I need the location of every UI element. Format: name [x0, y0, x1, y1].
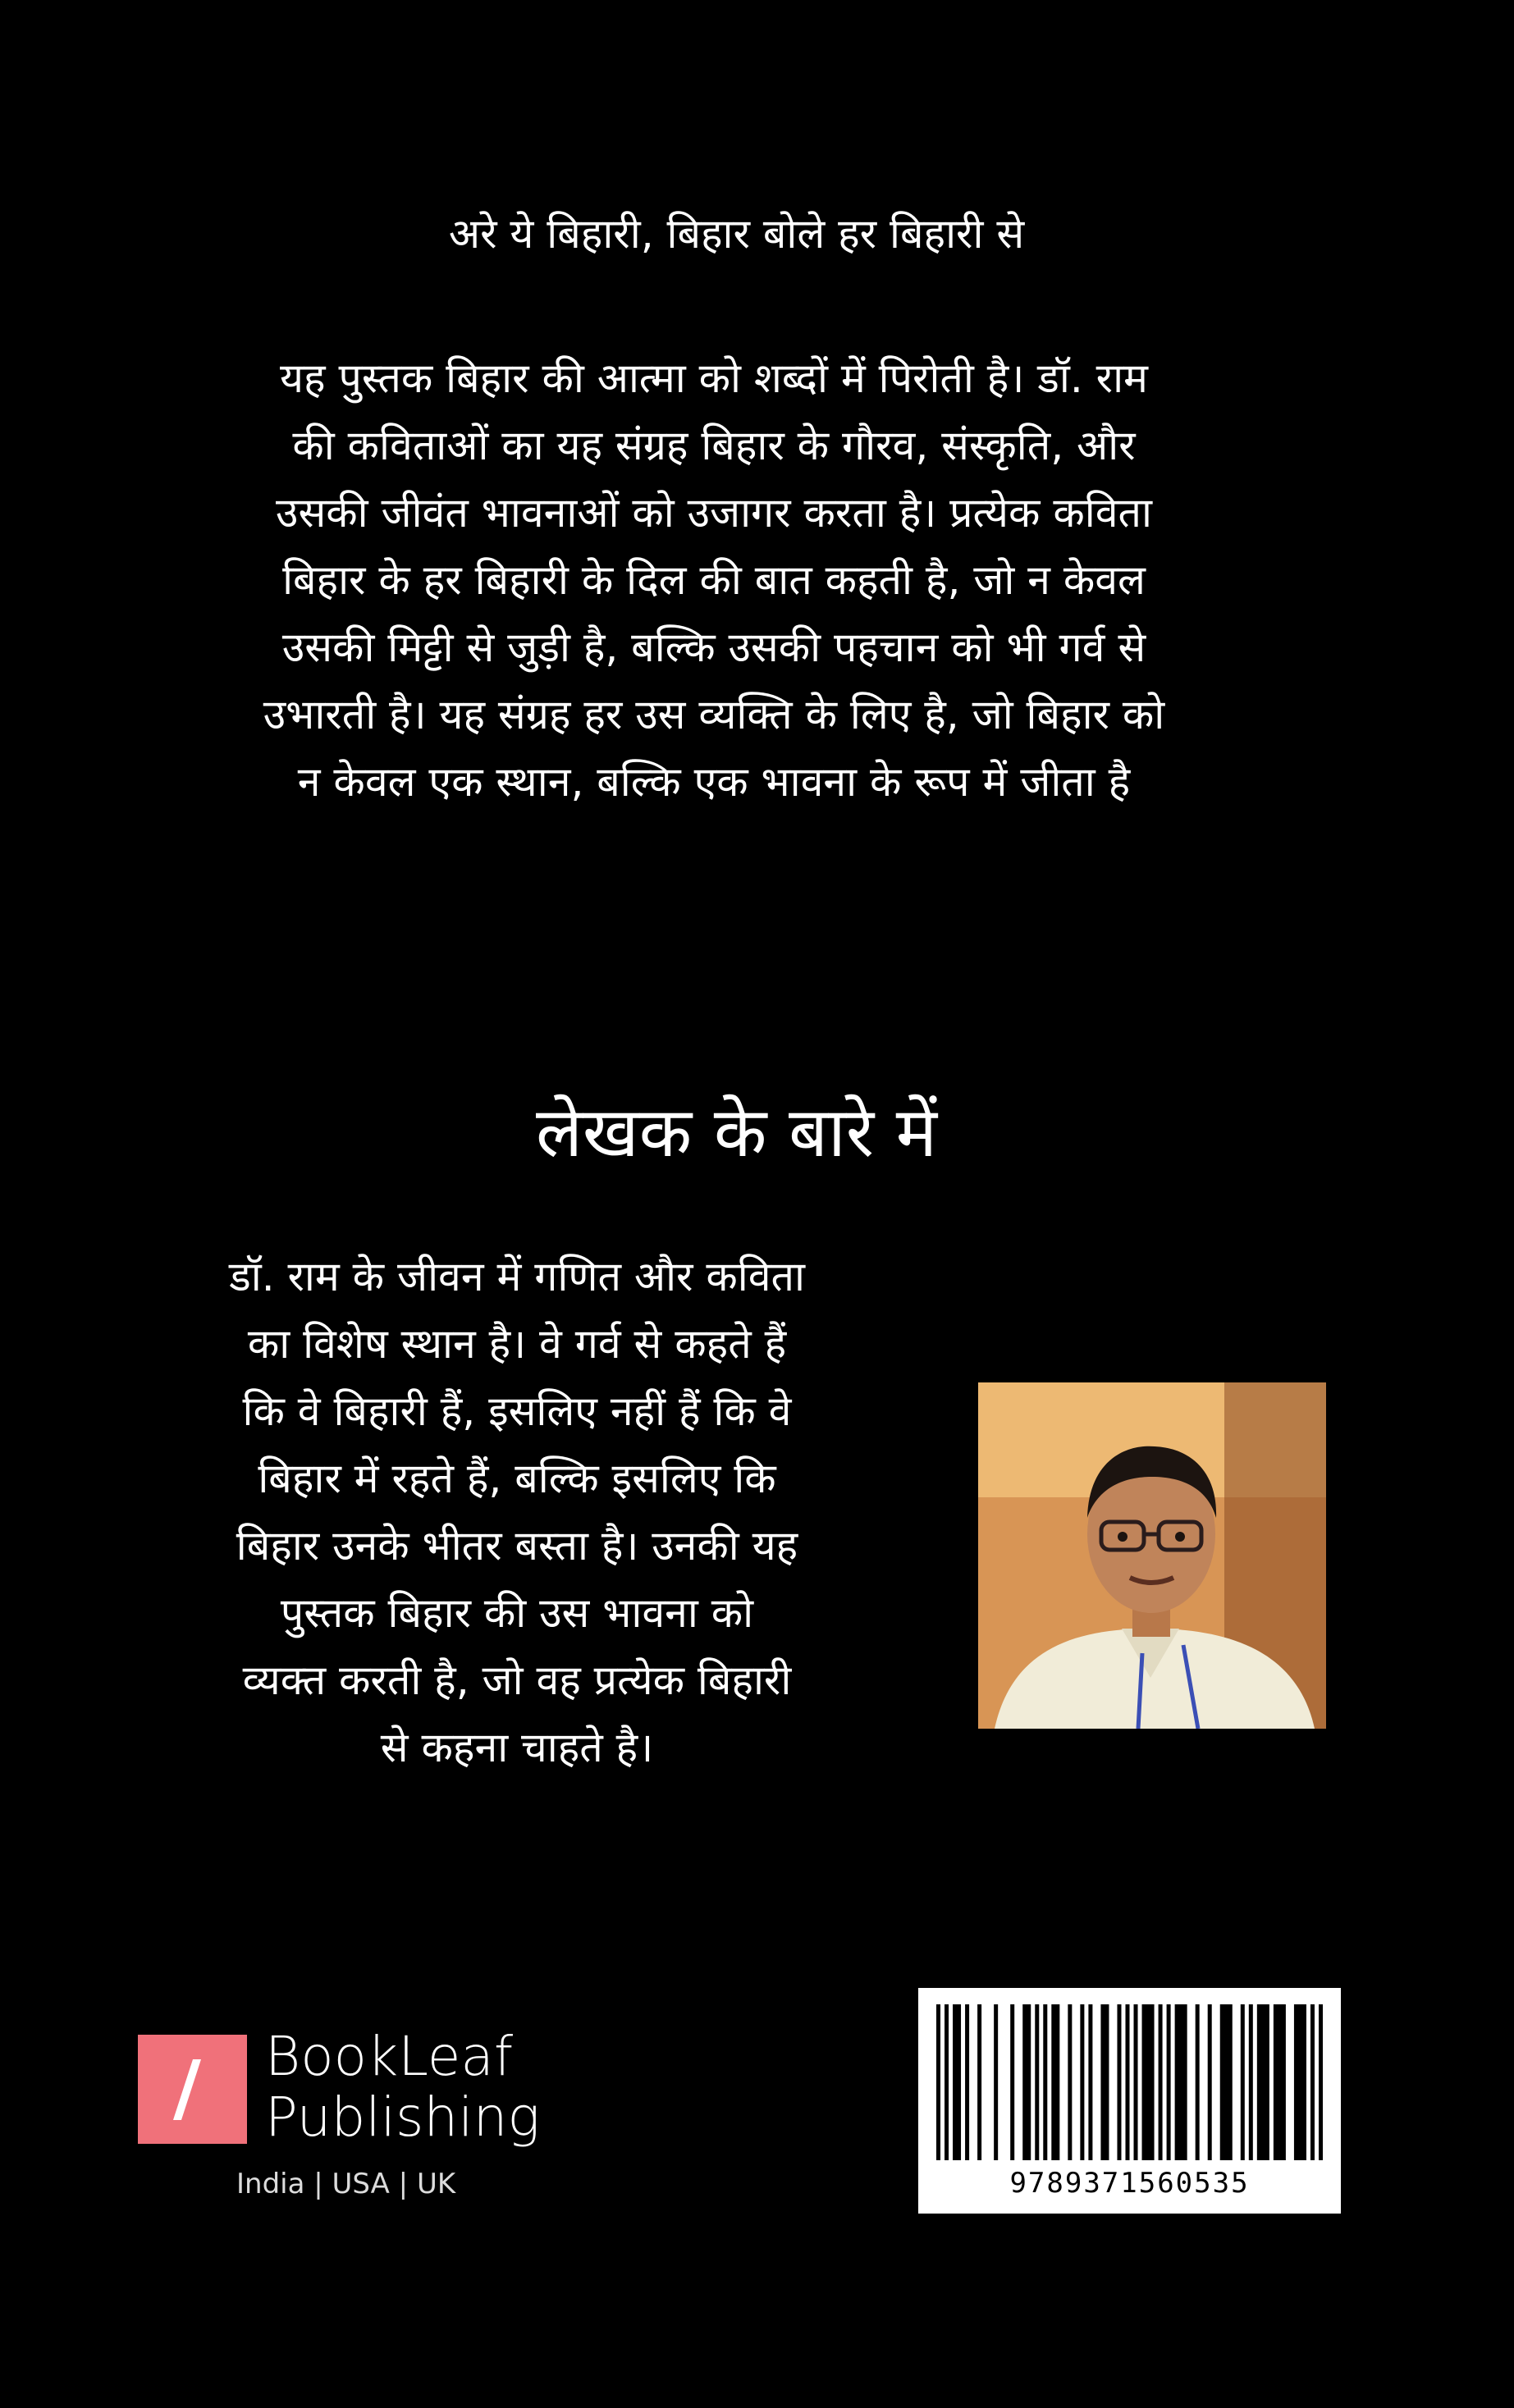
blurb-line: उभारती है। यह संग्रह हर उस व्यक्ति के लिए है, जो बिहार को	[263, 691, 1165, 738]
about-line: पुस्तक बिहार की उस भावना को	[280, 1589, 754, 1637]
barcode-bar	[1167, 2004, 1171, 2160]
barcode-bar	[1134, 2004, 1138, 2160]
publisher-logo	[138, 2025, 548, 2158]
blurb-line: बिहार के हर बिहारी के दिल की बात कहती है, जो न केवल	[282, 556, 1146, 604]
blurb-line: की कविताओं का यह संग्रह बिहार के गौरव, संस्कृति, और	[292, 422, 1136, 469]
publisher-name	[265, 2026, 540, 2148]
publisher-name-line: BookLeaf	[265, 2025, 514, 2088]
barcode-bars	[936, 2004, 1323, 2160]
blurb-line: न केवल एक स्थान, बल्कि एक भावना के रूप में जीता है	[297, 758, 1131, 806]
barcode-bar	[1159, 2004, 1163, 2160]
barcode-bar	[1319, 2004, 1323, 2160]
about-line: व्यक्त करती है, जो वह प्रत्येक बिहारी	[242, 1656, 792, 1704]
blurb-line: उसकी मिट्टी से जुड़ी है, बल्कि उसकी पहचान को भी गर्व से	[281, 624, 1146, 671]
isbn-barcode	[918, 1988, 1341, 2214]
barcode-bar	[977, 2004, 981, 2160]
barcode-bar	[1310, 2004, 1315, 2160]
barcode-bar	[1196, 2004, 1200, 2160]
barcode-bar	[936, 2004, 940, 2160]
barcode-bar	[1051, 2004, 1059, 2160]
barcode-bar	[1117, 2004, 1121, 2160]
tagline: अरे ये बिहारी, बिहार बोले हर बिहारी से	[448, 210, 1025, 258]
author-portrait-illustration	[978, 1382, 1326, 1729]
about-author-text	[148, 1243, 886, 1781]
author-photo	[978, 1382, 1326, 1729]
about-line: कि वे बिहारी हैं, इसलिए नहीं हैं कि वे	[242, 1387, 792, 1435]
barcode-bar	[1080, 2004, 1084, 2160]
publisher-name-line: Publishing	[265, 2086, 541, 2149]
blurb-line: उसकी जीवंत भावनाओं को उजागर करता है। प्रत्येक कविता	[276, 489, 1152, 537]
slash-logo-icon	[138, 2035, 247, 2144]
barcode-bar	[1274, 2004, 1286, 2160]
barcode-bar	[994, 2004, 998, 2160]
barcode-bar	[1022, 2004, 1031, 2160]
isbn-number: 9789371560535	[1009, 2167, 1250, 2200]
barcode-bar	[965, 2004, 969, 2160]
publisher-regions: India | USA | UK	[236, 2168, 456, 2200]
barcode-bar	[1208, 2004, 1212, 2160]
blurb-line: यह पुस्तक बिहार की आत्मा को शब्दों में पिरोती है। डॉ. राम	[280, 354, 1148, 402]
barcode-bar	[1068, 2004, 1072, 2160]
barcode-bar	[1220, 2004, 1233, 2160]
barcode-bar	[1241, 2004, 1245, 2160]
barcode-bar	[1035, 2004, 1039, 2160]
barcode-bar	[1010, 2004, 1014, 2160]
about-line: बिहार उनके भीतर बस्ता है। उनकी यह	[236, 1522, 798, 1570]
barcode-bar	[1294, 2004, 1306, 2160]
about-line: डॉ. राम के जीवन में गणित और कविता	[229, 1253, 805, 1300]
barcode-bar	[945, 2004, 949, 2160]
barcode-bar	[1257, 2004, 1269, 2160]
barcode-bar	[1043, 2004, 1047, 2160]
barcode-bar	[1175, 2004, 1187, 2160]
barcode-bar	[1088, 2004, 1092, 2160]
barcode-bar	[1142, 2004, 1155, 2160]
barcode-bar	[953, 2004, 961, 2160]
about-line: बिहार में रहते हैं, बल्कि इसलिए कि	[258, 1455, 776, 1502]
about-line: का विशेष स्थान है। वे गर्व से कहते हैं	[247, 1320, 787, 1368]
about-author-heading: लेखक के बारे में	[535, 1092, 938, 1172]
barcode-bar	[1100, 2004, 1109, 2160]
book-blurb	[148, 345, 1280, 816]
barcode-bar	[1249, 2004, 1253, 2160]
barcode-bar	[1125, 2004, 1129, 2160]
about-line: से कहना चाहते है।	[380, 1724, 654, 1771]
